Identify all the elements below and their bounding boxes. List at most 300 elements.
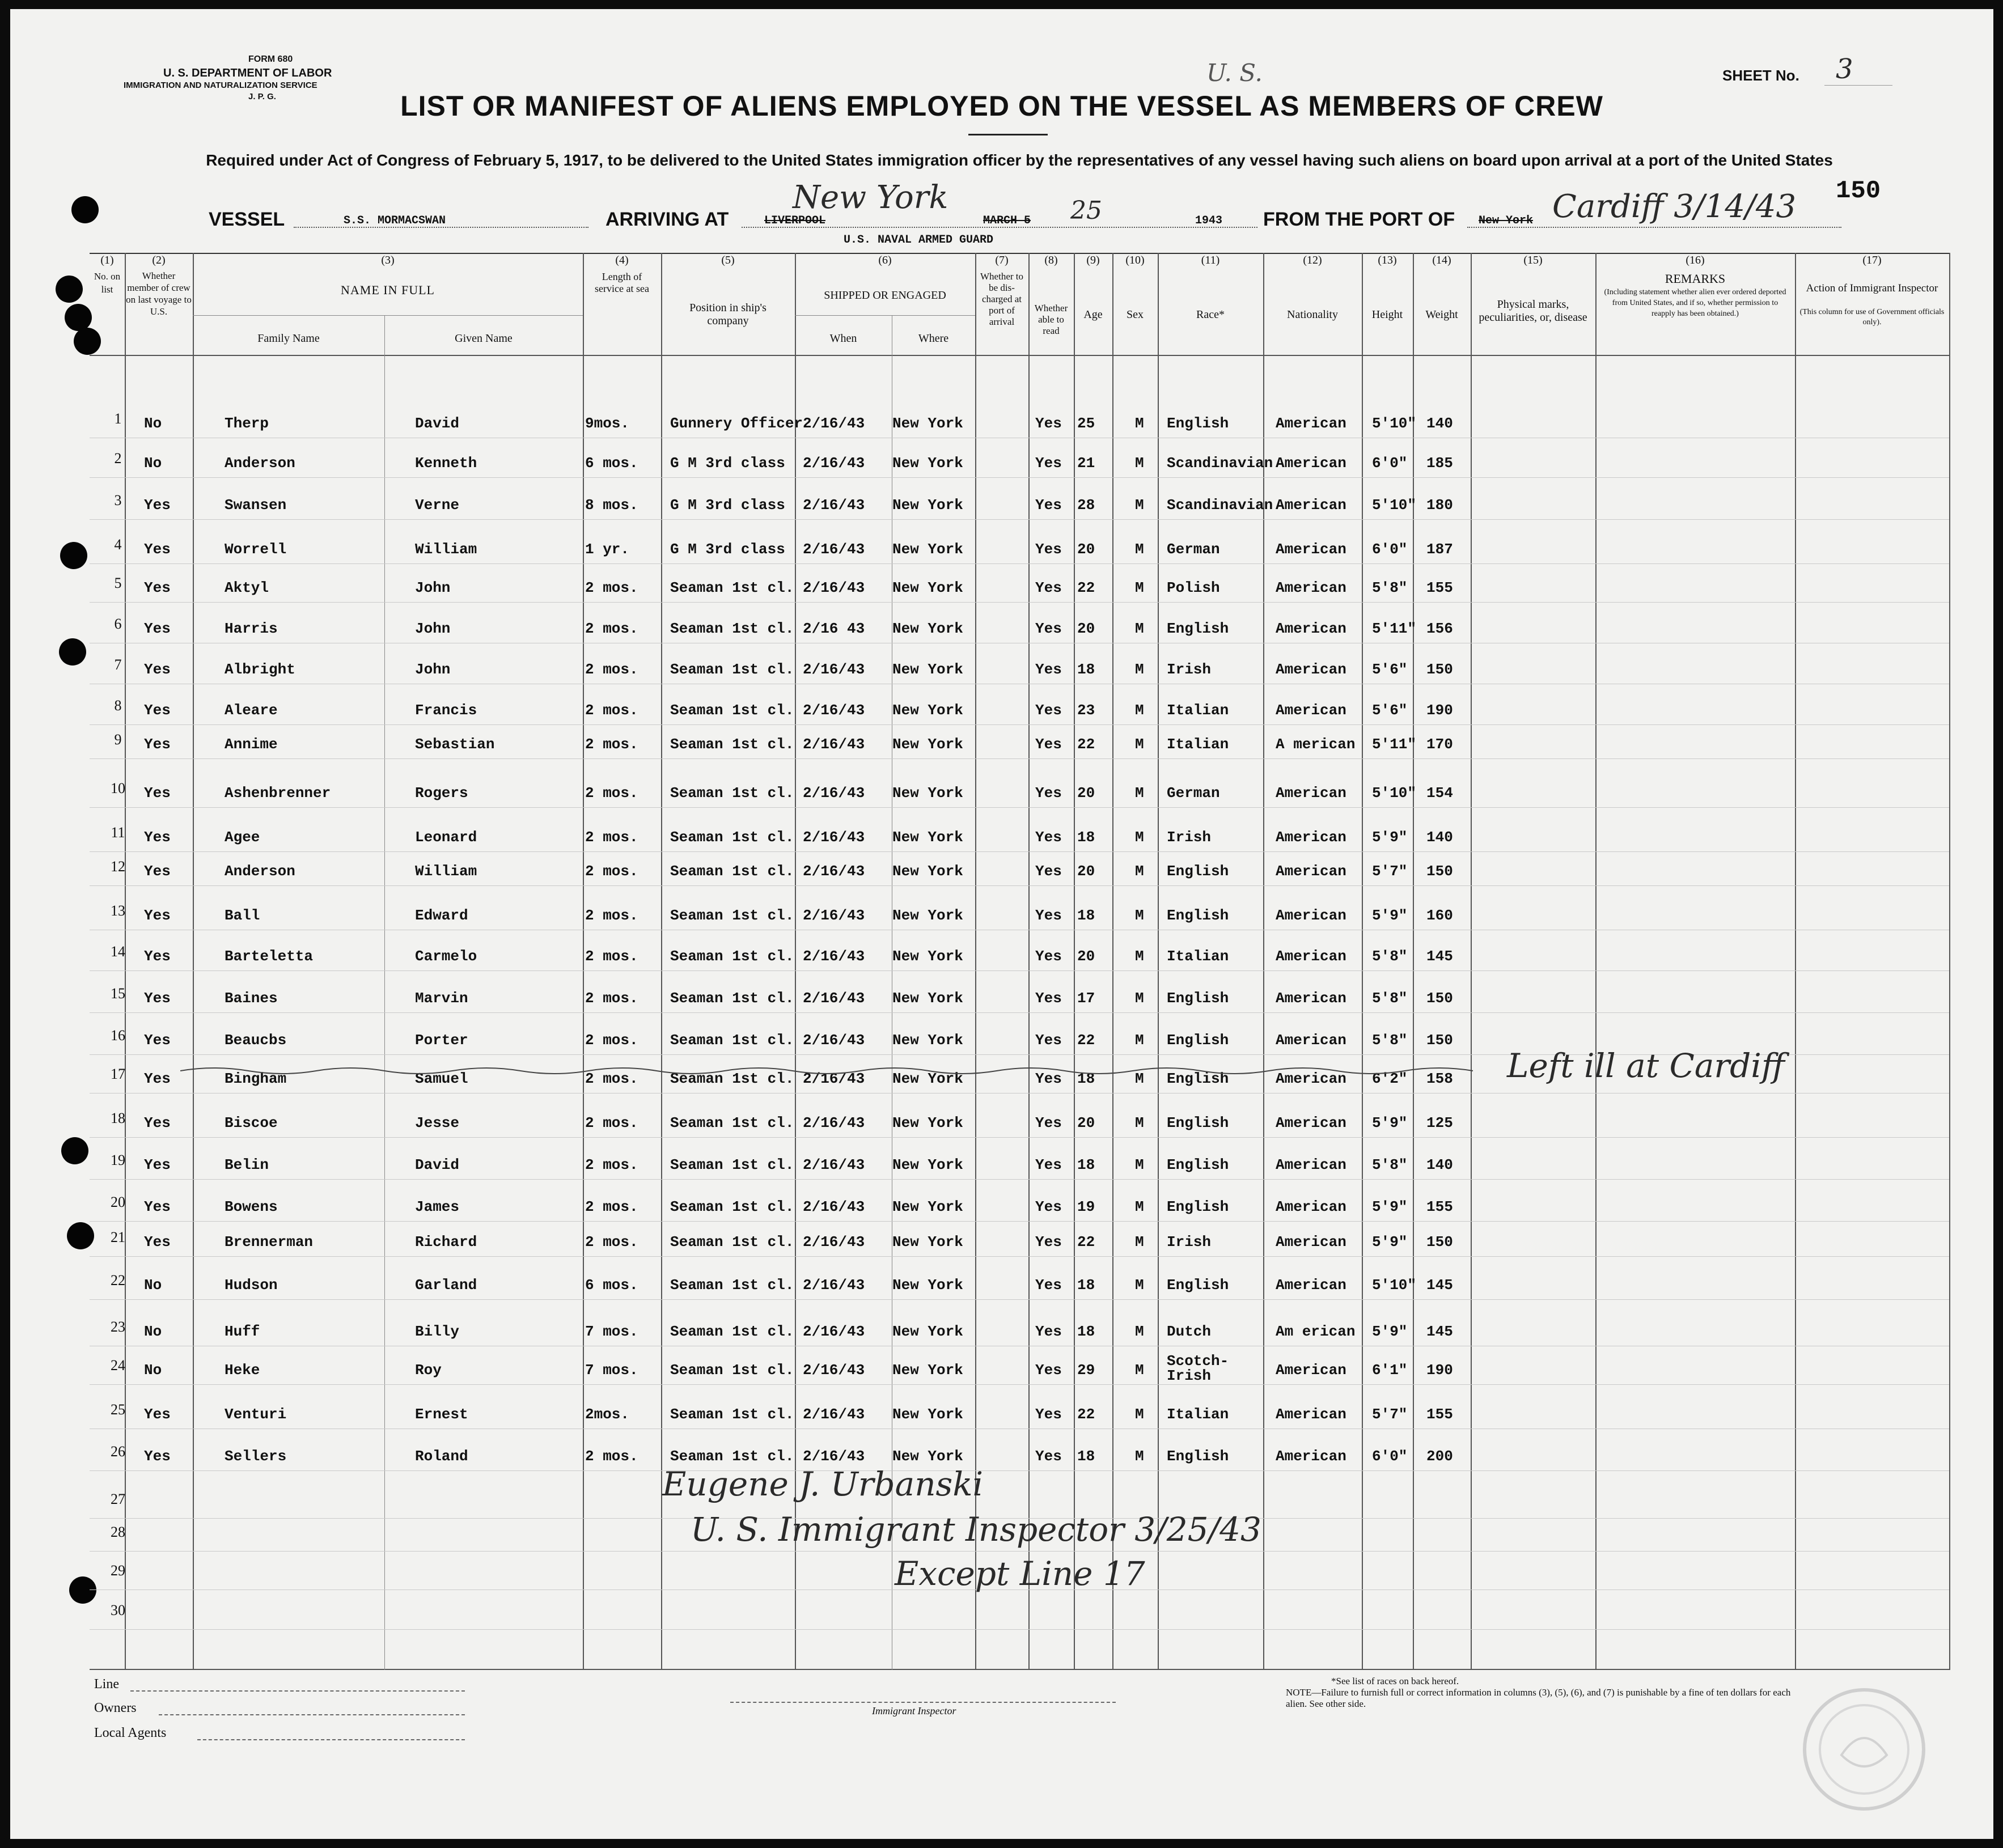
- column-header-shipped: SHIPPED OR ENGAGED: [824, 289, 946, 302]
- cell-family-name: Aleare: [225, 702, 278, 719]
- column-header-inspector-action: Action of Immigrant Inspector: [1806, 282, 1938, 294]
- manifest-sheet: [10, 9, 1993, 1839]
- cell-given-name: David: [415, 415, 460, 432]
- cell-able-to-read: Yes: [1035, 1032, 1062, 1049]
- cell-ship-position: Seaman 1st cl.: [670, 785, 794, 802]
- column-header-read: Whether able to read: [1034, 303, 1068, 336]
- cell-height: 5'8": [1372, 1032, 1408, 1049]
- cell-nationality: American: [1276, 1448, 1346, 1465]
- column-header-given-name: Given Name: [455, 332, 513, 345]
- cell-weight: 158: [1426, 1070, 1453, 1087]
- cell-age: 18: [1077, 907, 1095, 924]
- cell-race: Italian: [1167, 736, 1229, 753]
- cell-weight: 187: [1426, 541, 1453, 558]
- cell-race: English: [1167, 1277, 1229, 1294]
- cell-age: 23: [1077, 702, 1095, 719]
- cell-sex: M: [1135, 1198, 1144, 1215]
- cell-race: English: [1167, 1198, 1229, 1215]
- cell-nationality: American: [1276, 1277, 1346, 1294]
- cell-able-to-read: Yes: [1035, 990, 1062, 1007]
- cell-given-name: Garland: [415, 1277, 477, 1294]
- cell-able-to-read: Yes: [1035, 1198, 1062, 1215]
- cell-height: 5'8": [1372, 579, 1408, 596]
- cell-family-name: Annime: [225, 736, 278, 753]
- cell-age: 20: [1077, 785, 1095, 802]
- cell-shipped-date: 2/16/43: [803, 829, 865, 846]
- cell-length-of-service: 2mos.: [585, 1406, 630, 1423]
- cell-nationality: American: [1276, 863, 1346, 880]
- cell-crew-last-voyage: No: [144, 455, 162, 472]
- column-number: (1): [100, 254, 114, 266]
- races-note: *See list of races on back hereof.: [1331, 1676, 1459, 1686]
- cell-height: 6'1": [1372, 1362, 1408, 1379]
- cell-weight: 140: [1426, 415, 1453, 432]
- cell-length-of-service: 2 mos.: [585, 1114, 638, 1131]
- cell-race: Scandinavian: [1167, 455, 1273, 472]
- cell-height: 6'0": [1372, 541, 1408, 558]
- cell-height: 6'0": [1372, 1448, 1408, 1465]
- cell-nationality: American: [1276, 1114, 1346, 1131]
- line-number: 22: [111, 1272, 125, 1288]
- cell-age: 22: [1077, 1032, 1095, 1049]
- vessel-label: VESSEL: [209, 209, 285, 230]
- cell-shipped-date: 2/16/43: [803, 907, 865, 924]
- column-number: (9): [1086, 254, 1100, 266]
- cell-able-to-read: Yes: [1035, 863, 1062, 880]
- cell-sex: M: [1135, 1032, 1144, 1049]
- column-header-service: Length of service at sea: [595, 271, 649, 294]
- cell-given-name: Edward: [415, 907, 468, 924]
- cell-crew-last-voyage: Yes: [144, 1114, 171, 1131]
- cell-nationality: American: [1276, 541, 1346, 558]
- cell-crew-last-voyage: Yes: [144, 579, 171, 596]
- cell-ship-position: Seaman 1st cl.: [670, 1277, 794, 1294]
- cell-shipped-date: 2/16/43: [803, 1323, 865, 1340]
- cell-able-to-read: Yes: [1035, 497, 1062, 514]
- service-name: IMMIGRATION AND NATURALIZATION SERVICE: [124, 80, 317, 90]
- line-number: 24: [111, 1357, 125, 1374]
- cell-shipped-place: New York: [892, 620, 963, 637]
- cell-nationality: A merican: [1276, 736, 1356, 753]
- cell-nationality: American: [1276, 579, 1346, 596]
- cell-length-of-service: 6 mos.: [585, 455, 638, 472]
- inspector-signature: Eugene J. Urbanski: [662, 1465, 984, 1503]
- cell-race: German: [1167, 785, 1220, 802]
- vessel-name: S.S. MORMACSWAN: [344, 214, 446, 227]
- cell-ship-position: Seaman 1st cl.: [670, 736, 794, 753]
- arriving-port-typed: LIVERPOOL: [764, 214, 826, 227]
- cell-age: 17: [1077, 990, 1095, 1007]
- line-number: 29: [111, 1562, 125, 1579]
- cell-family-name: Belin: [225, 1156, 269, 1173]
- column-number: (12): [1303, 254, 1322, 266]
- cell-height: 5'11": [1372, 736, 1417, 753]
- cell-sex: M: [1135, 415, 1144, 432]
- cell-height: 5'9": [1372, 1114, 1408, 1131]
- cell-height: 5'10": [1372, 1277, 1417, 1294]
- cell-race: Irish: [1167, 829, 1212, 846]
- cell-race: English: [1167, 990, 1229, 1007]
- cell-length-of-service: 1 yr.: [585, 541, 630, 558]
- cell-length-of-service: 8 mos.: [585, 497, 638, 514]
- cell-nationality: American: [1276, 1198, 1346, 1215]
- cell-weight: 185: [1426, 455, 1453, 472]
- cell-weight: 170: [1426, 736, 1453, 753]
- cell-age: 22: [1077, 736, 1095, 753]
- cell-family-name: Heke: [225, 1362, 260, 1379]
- cell-shipped-place: New York: [892, 1323, 963, 1340]
- cell-given-name: Francis: [415, 702, 477, 719]
- cell-sex: M: [1135, 1234, 1144, 1251]
- cell-able-to-read: Yes: [1035, 1114, 1062, 1131]
- cell-able-to-read: Yes: [1035, 907, 1062, 924]
- strike-line-17: [180, 1062, 1484, 1079]
- cell-able-to-read: Yes: [1035, 1156, 1062, 1173]
- cell-able-to-read: Yes: [1035, 579, 1062, 596]
- cell-ship-position: Seaman 1st cl.: [670, 1362, 794, 1379]
- column-header-age: Age: [1083, 308, 1103, 321]
- cell-able-to-read: Yes: [1035, 415, 1062, 432]
- cell-nationality: American: [1276, 1156, 1346, 1173]
- cell-length-of-service: 9mos.: [585, 415, 630, 432]
- cell-ship-position: Seaman 1st cl.: [670, 1406, 794, 1423]
- cell-shipped-place: New York: [892, 541, 963, 558]
- cell-crew-last-voyage: Yes: [144, 863, 171, 880]
- cell-age: 18: [1077, 661, 1095, 678]
- column-header-when: When: [829, 332, 857, 345]
- cell-shipped-place: New York: [892, 948, 963, 965]
- cell-shipped-place: New York: [892, 455, 963, 472]
- cell-sex: M: [1135, 863, 1144, 880]
- cell-age: 18: [1077, 1448, 1095, 1465]
- cell-given-name: Marvin: [415, 990, 468, 1007]
- cell-length-of-service: 7 mos.: [585, 1323, 638, 1340]
- cell-length-of-service: 7 mos.: [585, 1362, 638, 1379]
- cell-ship-position: Seaman 1st cl.: [670, 1114, 794, 1131]
- cell-age: 18: [1077, 1323, 1095, 1340]
- cell-length-of-service: 2 mos.: [585, 1448, 638, 1465]
- cell-length-of-service: 2 mos.: [585, 620, 638, 637]
- cell-sex: M: [1135, 1070, 1144, 1087]
- cell-ship-position: Seaman 1st cl.: [670, 702, 794, 719]
- cell-race: English: [1167, 907, 1229, 924]
- cell-length-of-service: 2 mos.: [585, 1032, 638, 1049]
- cell-family-name: Harris: [225, 620, 278, 637]
- cell-family-name: Anderson: [225, 455, 295, 472]
- cell-race: Irish: [1167, 1234, 1212, 1251]
- cell-age: 21: [1077, 455, 1095, 472]
- cell-crew-last-voyage: No: [144, 415, 162, 432]
- column-header-weight: Weight: [1425, 308, 1458, 321]
- line-number: 15: [111, 985, 125, 1002]
- cell-weight: 150: [1426, 863, 1453, 880]
- cell-race: Irish: [1167, 661, 1212, 678]
- cell-age: 18: [1077, 829, 1095, 846]
- cell-ship-position: Seaman 1st cl.: [670, 1323, 794, 1340]
- cell-crew-last-voyage: Yes: [144, 702, 171, 719]
- cell-family-name: Huff: [225, 1323, 260, 1340]
- cell-shipped-place: New York: [892, 1114, 963, 1131]
- cell-nationality: Am erican: [1276, 1323, 1356, 1340]
- cell-weight: 150: [1426, 1032, 1453, 1049]
- cell-nationality: American: [1276, 620, 1346, 637]
- cell-ship-position: Seaman 1st cl.: [670, 1070, 794, 1087]
- cell-able-to-read: Yes: [1035, 541, 1062, 558]
- cell-ship-position: Seaman 1st cl.: [670, 1234, 794, 1251]
- embossed-seal: [1796, 1681, 1932, 1817]
- cell-nationality: American: [1276, 455, 1346, 472]
- cell-sex: M: [1135, 907, 1144, 924]
- cell-shipped-place: New York: [892, 1070, 963, 1087]
- cell-given-name: Carmelo: [415, 948, 477, 965]
- cell-family-name: Venturi: [225, 1406, 287, 1423]
- cell-family-name: Anderson: [225, 863, 295, 880]
- cell-able-to-read: Yes: [1035, 1234, 1062, 1251]
- cell-sex: M: [1135, 990, 1144, 1007]
- cell-family-name: Barteletta: [225, 948, 314, 965]
- line-number: 4: [114, 536, 122, 553]
- cell-height: 5'7": [1372, 863, 1408, 880]
- cell-race: Italian: [1167, 948, 1229, 965]
- cell-given-name: James: [415, 1198, 460, 1215]
- punch-hole: [56, 275, 83, 303]
- column-number: (15): [1523, 254, 1543, 266]
- cell-height: 5'8": [1372, 1156, 1408, 1173]
- cell-weight: 156: [1426, 620, 1453, 637]
- column-header-race: Race*: [1196, 308, 1225, 321]
- cell-crew-last-voyage: Yes: [144, 1448, 171, 1465]
- cell-family-name: Ashenbrenner: [225, 785, 331, 802]
- cell-nationality: American: [1276, 990, 1346, 1007]
- cell-nationality: American: [1276, 829, 1346, 846]
- column-number: (13): [1378, 254, 1397, 266]
- cell-shipped-date: 2/16/43: [803, 1277, 865, 1294]
- cell-height: 5'9": [1372, 829, 1408, 846]
- cell-crew-last-voyage: Yes: [144, 541, 171, 558]
- cell-age: 18: [1077, 1070, 1095, 1087]
- column-header-name: NAME IN FULL: [341, 283, 435, 297]
- cell-able-to-read: Yes: [1035, 1448, 1062, 1465]
- column-header-sex: Sex: [1127, 308, 1144, 321]
- column-header-discharged: Whether to be dis-charged at port of arrival: [980, 271, 1023, 327]
- cell-age: 25: [1077, 415, 1095, 432]
- page-number: 150: [1836, 177, 1881, 205]
- cell-length-of-service: 6 mos.: [585, 1277, 638, 1294]
- cell-able-to-read: Yes: [1035, 736, 1062, 753]
- cell-length-of-service: 2 mos.: [585, 863, 638, 880]
- cell-shipped-date: 2/16/43: [803, 661, 865, 678]
- cell-crew-last-voyage: Yes: [144, 785, 171, 802]
- line-number: 8: [114, 697, 122, 714]
- cell-ship-position: Seaman 1st cl.: [670, 1448, 794, 1465]
- cell-crew-last-voyage: No: [144, 1323, 162, 1340]
- footer-inspector-label: Immigrant Inspector: [872, 1705, 956, 1716]
- page-title: LIST OR MANIFEST OF ALIENS EMPLOYED ON THE VESSEL AS MEMBERS OF CREW: [400, 90, 1603, 122]
- handwritten-us: U. S.: [1206, 59, 1263, 87]
- except-line-note: Except Line 17: [895, 1554, 1145, 1593]
- cell-shipped-place: New York: [892, 415, 963, 432]
- cell-sex: M: [1135, 948, 1144, 965]
- cell-ship-position: Seaman 1st cl.: [670, 863, 794, 880]
- cell-shipped-place: New York: [892, 1362, 963, 1379]
- cell-race: Italian: [1167, 1406, 1229, 1423]
- cell-shipped-date: 2/16/43: [803, 497, 865, 514]
- cell-crew-last-voyage: Yes: [144, 1406, 171, 1423]
- cell-crew-last-voyage: Yes: [144, 497, 171, 514]
- cell-able-to-read: Yes: [1035, 455, 1062, 472]
- line-number: 11: [111, 824, 125, 841]
- cell-race: Scotch- Irish: [1167, 1353, 1229, 1384]
- cell-age: 28: [1077, 497, 1095, 514]
- cell-race: German: [1167, 541, 1220, 558]
- cell-shipped-date: 2/16/43: [803, 1406, 865, 1423]
- cell-able-to-read: Yes: [1035, 948, 1062, 965]
- cell-shipped-date: 2/16/43: [803, 1156, 865, 1173]
- column-number: (7): [995, 254, 1009, 266]
- cell-weight: 150: [1426, 1234, 1453, 1251]
- arriving-label: ARRIVING AT: [605, 209, 729, 230]
- cell-height: 6'0": [1372, 455, 1408, 472]
- cell-shipped-place: New York: [892, 1156, 963, 1173]
- cell-nationality: American: [1276, 1234, 1346, 1251]
- line-number: 17: [111, 1066, 125, 1082]
- column-header-remarks: REMARKS: [1665, 272, 1726, 286]
- cell-sex: M: [1135, 1156, 1144, 1173]
- line-number: 7: [114, 656, 122, 673]
- cell-height: 5'8": [1372, 990, 1408, 1007]
- cell-sex: M: [1135, 579, 1144, 596]
- line-number: 12: [111, 858, 125, 875]
- cell-ship-position: Seaman 1st cl.: [670, 829, 794, 846]
- cell-weight: 150: [1426, 990, 1453, 1007]
- cell-nationality: American: [1276, 785, 1346, 802]
- column-number: (6): [878, 254, 892, 266]
- cell-shipped-place: New York: [892, 1032, 963, 1049]
- cell-ship-position: Gunnery Officer: [670, 415, 803, 432]
- form-number: FORM 680: [248, 54, 293, 64]
- cell-family-name: Bowens: [225, 1198, 278, 1215]
- cell-sex: M: [1135, 736, 1144, 753]
- cell-ship-position: Seaman 1st cl.: [670, 1156, 794, 1173]
- cell-age: 18: [1077, 1277, 1095, 1294]
- cell-crew-last-voyage: No: [144, 1277, 162, 1294]
- arriving-port-handwritten: New York: [793, 179, 948, 216]
- cell-weight: 200: [1426, 1448, 1453, 1465]
- cell-ship-position: Seaman 1st cl.: [670, 948, 794, 965]
- cell-ship-position: Seaman 1st cl.: [670, 620, 794, 637]
- cell-length-of-service: 2 mos.: [585, 990, 638, 1007]
- cell-weight: 154: [1426, 785, 1453, 802]
- cell-given-name: William: [415, 541, 477, 558]
- cell-weight: 155: [1426, 1406, 1453, 1423]
- cell-shipped-date: 2/16 43: [803, 620, 865, 637]
- from-port-handwritten: Cardiff 3/14/43: [1552, 188, 1797, 225]
- cell-ship-position: Seaman 1st cl.: [670, 579, 794, 596]
- cell-nationality: American: [1276, 1362, 1346, 1379]
- cell-length-of-service: 2 mos.: [585, 579, 638, 596]
- punch-hole: [61, 1137, 88, 1164]
- column-number: (8): [1044, 254, 1058, 266]
- cell-age: 18: [1077, 1156, 1095, 1173]
- cell-given-name: Kenneth: [415, 455, 477, 472]
- cell-weight: 190: [1426, 1362, 1453, 1379]
- cell-height: 5'9": [1372, 1323, 1408, 1340]
- cell-shipped-date: 2/16/43: [803, 1032, 865, 1049]
- cell-sex: M: [1135, 541, 1144, 558]
- cell-race: English: [1167, 415, 1229, 432]
- cell-ship-position: Seaman 1st cl.: [670, 907, 794, 924]
- footer-line-label: Line: [94, 1677, 119, 1692]
- line-number: 2: [114, 450, 122, 467]
- line-number: 5: [114, 575, 122, 591]
- line-number: 30: [111, 1602, 125, 1618]
- inspector-title: U. S. Immigrant Inspector 3/25/43: [691, 1510, 1261, 1549]
- cell-height: 5'9": [1372, 1198, 1408, 1215]
- cell-crew-last-voyage: Yes: [144, 1156, 171, 1173]
- cell-length-of-service: 2 mos.: [585, 785, 638, 802]
- cell-shipped-place: New York: [892, 661, 963, 678]
- column-header-crew: Whether member of crew on last voyage to U.S.: [126, 270, 192, 317]
- cell-race: English: [1167, 1156, 1229, 1173]
- column-number: (4): [615, 254, 629, 266]
- cell-age: 20: [1077, 1114, 1095, 1131]
- cell-shipped-date: 2/16/43: [803, 1198, 865, 1215]
- cell-able-to-read: Yes: [1035, 661, 1062, 678]
- cell-height: 5'8": [1372, 948, 1408, 965]
- cell-given-name: John: [415, 661, 451, 678]
- cell-weight: 160: [1426, 907, 1453, 924]
- column-number: (11): [1201, 254, 1220, 266]
- cell-age: 20: [1077, 541, 1095, 558]
- cell-crew-last-voyage: Yes: [144, 1032, 171, 1049]
- cell-shipped-date: 2/16/43: [803, 455, 865, 472]
- cell-shipped-place: New York: [892, 990, 963, 1007]
- cell-shipped-date: 2/16/43: [803, 1234, 865, 1251]
- line-number: 27: [111, 1491, 125, 1507]
- cell-crew-last-voyage: Yes: [144, 948, 171, 965]
- cell-length-of-service: 2 mos.: [585, 1198, 638, 1215]
- line-number: 13: [111, 902, 125, 919]
- cell-shipped-place: New York: [892, 863, 963, 880]
- punch-hole: [65, 304, 92, 331]
- cell-height: 5'10": [1372, 415, 1417, 432]
- cell-nationality: American: [1276, 1406, 1346, 1423]
- column-number: (17): [1862, 254, 1882, 266]
- naval-armed-guard: U.S. NAVAL ARMED GUARD: [844, 234, 994, 247]
- column-number: (3): [381, 254, 395, 266]
- cell-crew-last-voyage: Yes: [144, 1234, 171, 1251]
- cell-sex: M: [1135, 829, 1144, 846]
- cell-given-name: Roy: [415, 1362, 442, 1379]
- footer-owners-label: Owners: [94, 1701, 137, 1715]
- cell-age: 22: [1077, 1406, 1095, 1423]
- cell-shipped-place: New York: [892, 785, 963, 802]
- cell-shipped-place: New York: [892, 579, 963, 596]
- cell-shipped-place: New York: [892, 1448, 963, 1465]
- cell-given-name: David: [415, 1156, 460, 1173]
- line-number: 20: [111, 1194, 125, 1210]
- cell-weight: 145: [1426, 948, 1453, 965]
- sheet-label: SHEET No.: [1722, 67, 1799, 84]
- line-number: 26: [111, 1443, 125, 1460]
- line-number: 14: [111, 943, 125, 960]
- line-number: 3: [114, 492, 122, 508]
- cell-able-to-read: Yes: [1035, 829, 1062, 846]
- line-number: 25: [111, 1401, 125, 1418]
- cell-sex: M: [1135, 702, 1144, 719]
- cell-family-name: Beaucbs: [225, 1032, 287, 1049]
- cell-crew-last-voyage: Yes: [144, 1070, 171, 1087]
